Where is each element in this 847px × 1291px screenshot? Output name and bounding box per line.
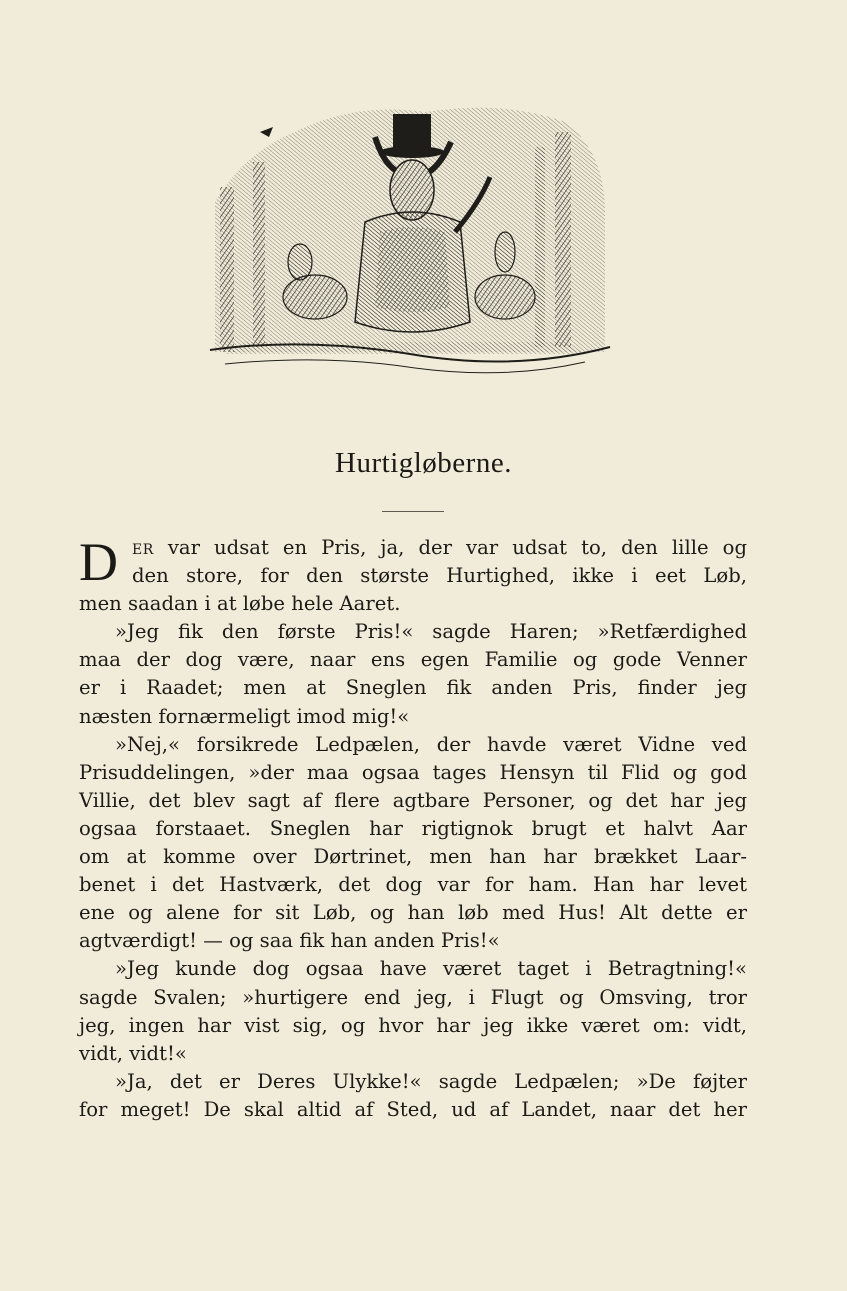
- paragraph-5: [79, 1068, 747, 1124]
- text-line: er i Raadet; men at Sneglen fik anden Pris, finder jeg: [79, 676, 747, 700]
- text-line: »Jeg kunde dog ogsaa have været taget i Betragtning!«: [115, 957, 747, 981]
- text-line: benet i det Hastværk, det dog var for ham. Han har levet: [79, 873, 747, 897]
- chapter-title: Hurtigløberne.: [335, 447, 512, 479]
- text-line: Prisuddelingen, »der maa ogsaa tages Hensyn til Flid og god: [79, 760, 747, 784]
- title-divider: [382, 511, 444, 512]
- text-line: vidt, vidt!«: [79, 1041, 187, 1065]
- text-line: ogsaa forstaaet. Sneglen har rigtignok brugt et halvt Aar: [79, 816, 747, 840]
- text-line: næsten fornærmeligt imod mig!«: [79, 704, 410, 728]
- text-line: for meget! De skal altid af Sted, ud af Landet, naar det her: [79, 1097, 747, 1121]
- paragraph-1: [79, 534, 747, 618]
- paragraph-4: [79, 955, 747, 1067]
- small-caps: ER: [132, 542, 154, 558]
- story-text: [79, 534, 747, 1124]
- paragraph-2: [79, 618, 747, 730]
- text-line: »Ja, det er Deres Ulykke!« sagde Ledpælen; »De føjter: [115, 1069, 747, 1093]
- text-line: »Nej,« forsikrede Ledpælen, der havde været Vidne ved: [115, 732, 747, 756]
- drop-cap: D: [79, 532, 118, 592]
- paragraph-3: [79, 731, 747, 956]
- text-line: men saadan i at løbe hele Aaret.: [79, 592, 401, 616]
- text-line: ER var udsat en Pris, ja, der var udsat to, den lille og: [132, 536, 747, 559]
- text-line: den store, for den største Hurtighed, ikke i eet Løb,: [132, 564, 747, 588]
- text-line: sagde Svalen; »hurtigere end jeg, i Flugt og Omsving, tror: [79, 985, 747, 1009]
- text-line: om at komme over Dørtrinet, men han har brækket Laar-: [79, 845, 747, 869]
- text-line: maa der dog være, naar ens egen Familie og gode Venner: [79, 648, 747, 672]
- text-line: ene og alene for sit Løb, og han løb med Hus! Alt dette er: [79, 901, 747, 925]
- text-line: jeg, ingen har vist sig, og hvor har jeg ikke været om: vidt,: [79, 1013, 747, 1037]
- engraving-illustration: [205, 92, 615, 382]
- text-line: Villie, det blev sagt af flere agtbare Personer, og det har jeg: [79, 788, 747, 812]
- text-line: »Jeg fik den første Pris!« sagde Haren; »Retfærdighed: [115, 620, 747, 644]
- text-line: agtværdigt! — og saa fik han anden Pris!«: [79, 929, 500, 953]
